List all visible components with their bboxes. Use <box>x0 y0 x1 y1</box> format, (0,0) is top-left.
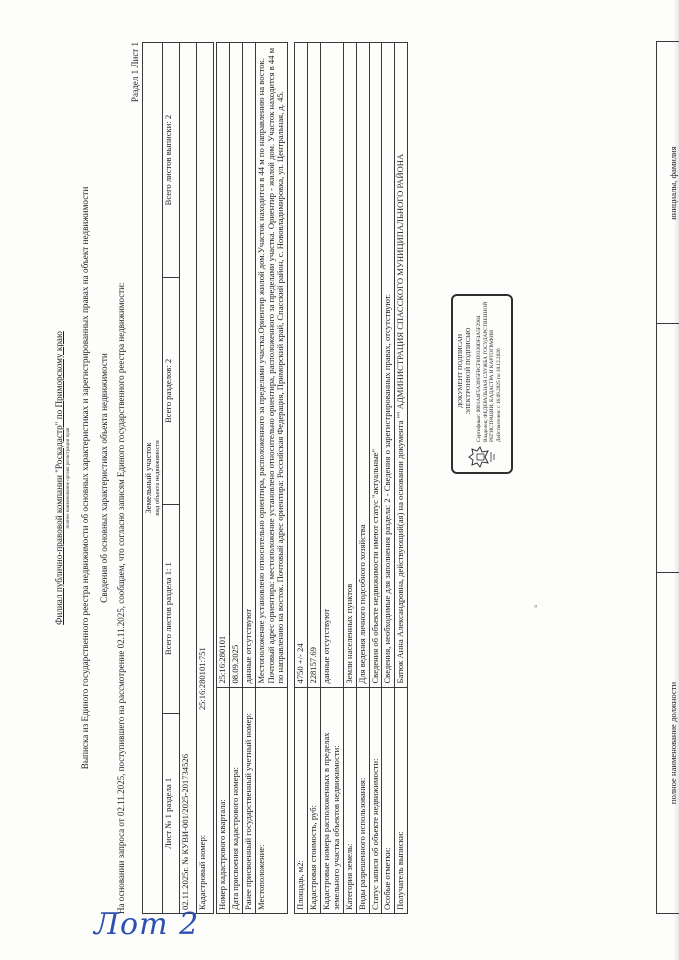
row-label: Кадастровая стоимость, руб: <box>308 687 321 913</box>
table-row <box>356 43 369 914</box>
row-label: Местоположение: <box>255 687 288 913</box>
object-type-caption: вид объекта недвижимости <box>153 440 161 516</box>
row-label: Категория земель: <box>343 687 356 913</box>
coat-of-arms-icon <box>467 446 497 468</box>
row-value: 4750 +/- 24 <box>295 43 308 688</box>
sheet-number: Лист № 1 раздела 1 <box>163 713 180 913</box>
row-value: Местоположение установлено относительно ориентира, расположенного за пределами участка.Ориентир жилой дом.Участок находится в 44 м по направлению на восток. Почтовый адрес ориентира: местоположение установлено относительно ориентира, расположенного за пределами участка. Ориентир - жилой дом. Участок находится в 44 м по направлению на восток. Почтовый адрес ориентира: Российская Федерация, Приморский край, Спасский район, с. Нововладимировка, ул. Центральная, д. 45. <box>255 43 288 688</box>
total-sheets-section: Всего листов раздела 1: 1 <box>163 504 180 713</box>
organization-caption: полное наименование органа регистрации прав <box>66 427 71 529</box>
row-value: 228157.69 <box>308 43 321 688</box>
row-value: Сведения об объекте недвижимости имеют статус "актуальные" <box>369 43 382 688</box>
row-gap <box>288 43 295 914</box>
row-label: Площадь, м2: <box>295 687 308 913</box>
stamp-subtitle: ЭЛЕКТРОННОЙ ПОДПИСЬЮ <box>465 327 473 415</box>
document-subtitle: Сведения об основных характеристиках объекта недвижимости <box>99 353 109 603</box>
table-row <box>382 43 395 914</box>
object-type: Земельный участок <box>143 442 153 514</box>
footer-signature-cell <box>656 323 679 574</box>
row-label: Ранее присвоенный государственный учетный номер: <box>242 687 255 913</box>
footer-initials-caption: инициалы, фамилия <box>668 146 679 220</box>
row-value: 25:16:280101 <box>217 43 230 688</box>
table-row <box>242 43 255 914</box>
table-row <box>343 43 356 914</box>
handwritten-note: Лот 2 <box>94 907 200 942</box>
cadastral-number-value: 25:16:280101:751 <box>197 43 214 714</box>
stamp-certificate: Сертификат: 0091A4F5A3995FBCF0D9330DF4A5F2904 <box>476 315 483 442</box>
row-label: Получатель выписки: <box>395 687 408 913</box>
total-sheets-extract: Всего листов выписки: 2 <box>163 43 180 278</box>
object-type-cell <box>143 43 163 914</box>
characteristics-table <box>216 42 408 914</box>
row-value: данные отсутствуют <box>242 43 255 688</box>
footer-initials-cell <box>656 41 679 324</box>
row-label: Номер кадастрового квартала: <box>217 687 230 913</box>
organization-name: Филиал публично-правовой компании "Роскадастр" по Приморскому краю <box>54 331 64 625</box>
table-row <box>369 43 382 914</box>
row-value: 08.09.2025 <box>229 43 242 688</box>
stamp-title: ДОКУМЕНТ ПОДПИСАН <box>457 333 464 409</box>
table-row <box>229 43 242 914</box>
row-label: Дата присвоения кадастрового номера: <box>229 687 242 913</box>
stamp-owner: Владелец: ФЕДЕРАЛЬНАЯ СЛУЖБА ГОСУДАРСТВЕННОЙ <box>482 301 489 442</box>
table-row <box>217 43 230 914</box>
row-value: Сведения, необходимые для заполнения раздела: 2 - Сведения о зарегистрированных правах, отсутствуют. <box>382 43 395 688</box>
stamp-owner-continued: РЕГИСТРАЦИИ, КАДАСТРА И КАРТОГРАФИИ <box>489 330 496 442</box>
row-label: Статус записи об объекте недвижимости: <box>369 687 382 913</box>
document-number: 02.11.2025г. № КУВИ-001/2025-201734526 <box>180 43 197 914</box>
object-type-table <box>142 42 214 914</box>
row-value: Земли населенных пунктов <box>343 43 356 688</box>
request-basis: На основании запроса от 02.11.2025, поступившего на рассмотрение 02.11.2025, сообщаем, что согласно записям Единого государственного реестра недвижимости: <box>116 282 126 914</box>
row-value: Батюк Анна Александровна, действующий(ая) на основании документа "" АДМИНИСТРАЦИЯ СПАССКОГО МУНИЦИПАЛЬНОГО РАЙОНА <box>395 43 408 688</box>
table-row <box>295 43 308 914</box>
section-indicator: Раздел 1 Лист 1 <box>130 42 140 103</box>
row-label: Особые отметки: <box>382 687 395 913</box>
table-row <box>255 43 288 914</box>
row-value: Для ведения личного подсобного хозяйства <box>356 43 369 688</box>
table-row <box>308 43 321 914</box>
gap-cell <box>288 43 295 914</box>
footer-position-caption: полное наименование должности <box>668 681 679 805</box>
row-value: данные отсутствуют <box>321 43 344 688</box>
table-row <box>395 43 408 914</box>
row-label: Кадастровые номера расположенных в пределах земельного участка объектов недвижимости: <box>321 687 344 913</box>
stamp-validity: Действителен: с 16.09.2025 по 10.12.2026 <box>496 348 503 442</box>
extract-document <box>48 38 679 942</box>
electronic-signature-stamp <box>451 294 513 474</box>
document-title: Выписка из Единого государственного реестра недвижимости об основных характеристиках и зарегистрированных правах на объект недвижимости <box>80 186 90 770</box>
pen-mark: ◦ <box>531 604 542 608</box>
cadastral-number-label: Кадастровый номер: <box>197 713 214 913</box>
total-sections: Всего разделов: 2 <box>163 278 180 504</box>
table-row <box>321 43 344 914</box>
row-label: Виды разрешенного использования: <box>356 687 369 913</box>
footer-position-cell <box>656 572 679 914</box>
